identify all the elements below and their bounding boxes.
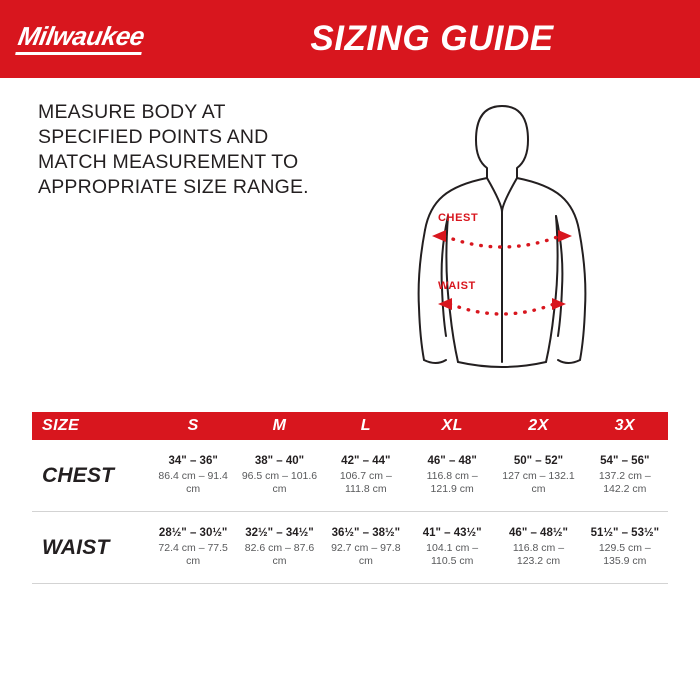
chest-3x-cm: 137.2 cm – 142.2 cm — [598, 470, 651, 495]
waist-arrow-right — [552, 298, 566, 310]
chest-xl-inch: 46" – 48" — [427, 455, 477, 467]
table-header-m: M — [272, 417, 287, 434]
table-header-l: L — [360, 417, 371, 434]
torso-diagram — [352, 96, 652, 392]
chest-xl — [409, 449, 495, 502]
waist-callout-label: WAIST — [438, 280, 476, 292]
waist-xl-inch: 41" – 43½" — [422, 527, 482, 539]
chest-s — [150, 449, 236, 502]
chest-m-inch: 38" – 40" — [254, 455, 305, 467]
waist-xl — [409, 521, 495, 574]
milwaukee-logo — [0, 0, 188, 78]
waist-s-inch: 28½" – 30½" — [158, 527, 228, 539]
logo-underline — [15, 52, 141, 55]
brand-name: Milwaukee — [15, 21, 147, 51]
waist-l-inch: 36½" – 38½" — [331, 527, 401, 539]
sizing-table — [32, 412, 668, 584]
waist-3x — [582, 521, 668, 574]
table-row — [32, 512, 668, 584]
waist-arrow-left — [438, 298, 452, 310]
waist-m — [236, 521, 322, 574]
waist-2x-inch: 46" – 48½" — [509, 527, 568, 539]
waist-2x — [495, 521, 581, 574]
chest-s-inch: 34" – 36" — [168, 455, 218, 467]
logo-mark — [15, 23, 146, 55]
chest-2x — [495, 449, 581, 502]
page-title: SIZING GUIDE — [310, 19, 554, 58]
waist-m-inch: 32½" – 34½" — [245, 527, 314, 539]
chest-l-inch: 42" – 44" — [341, 455, 391, 467]
chest-2x-inch: 50" – 52" — [513, 455, 564, 467]
waist-s — [150, 521, 236, 574]
chest-arrow-left — [432, 230, 446, 242]
waist-s-cm: 72.4 cm – 77.5 cm — [158, 542, 228, 567]
row-label-waist: WAIST — [42, 535, 110, 559]
table-header-3x: 3X — [614, 417, 635, 434]
table-header-s: S — [187, 417, 199, 434]
waist-3x-cm: 129.5 cm – 135.9 cm — [598, 542, 651, 567]
chest-s-cm: 86.4 cm – 91.4 cm — [158, 470, 228, 495]
waist-xl-cm: 104.1 cm – 110.5 cm — [426, 542, 479, 567]
header-bar — [0, 0, 700, 78]
chest-3x — [582, 449, 668, 502]
row-label-chest: CHEST — [42, 463, 115, 487]
chest-3x-inch: 54" – 56" — [600, 455, 650, 467]
table-header-row — [32, 412, 668, 440]
table-header-xl: XL — [441, 417, 463, 434]
chest-l — [323, 449, 409, 502]
head-outline — [476, 106, 528, 178]
waist-m-cm: 82.6 cm – 87.6 cm — [244, 542, 315, 567]
chest-2x-cm: 127 cm – 132.1 cm — [502, 470, 575, 495]
torso-illustration — [352, 96, 652, 392]
chest-callout-label: CHEST — [438, 212, 479, 224]
table-header-size: SIZE — [42, 417, 80, 434]
waist-2x-cm: 116.8 cm – 123.2 cm — [512, 542, 565, 567]
waist-3x-inch: 51½" – 53½" — [590, 527, 660, 539]
chest-m-cm: 96.5 cm – 101.6 cm — [241, 470, 318, 495]
waist-l-cm: 92.7 cm – 97.8 cm — [331, 542, 401, 567]
chest-l-cm: 106.7 cm – 111.8 cm — [339, 470, 392, 495]
chest-xl-cm: 116.8 cm – 121.9 cm — [426, 470, 478, 495]
chest-m — [236, 449, 322, 502]
waist-l — [323, 521, 409, 574]
table-row — [32, 440, 668, 512]
table-header-2x: 2X — [528, 417, 549, 434]
intro-text: MEASURE BODY AT SPECIFIED POINTS AND MATCH MEASUREMENT TO APPROPRIATE SIZE RANGE. — [38, 101, 309, 198]
chest-arrow-right — [558, 230, 572, 242]
